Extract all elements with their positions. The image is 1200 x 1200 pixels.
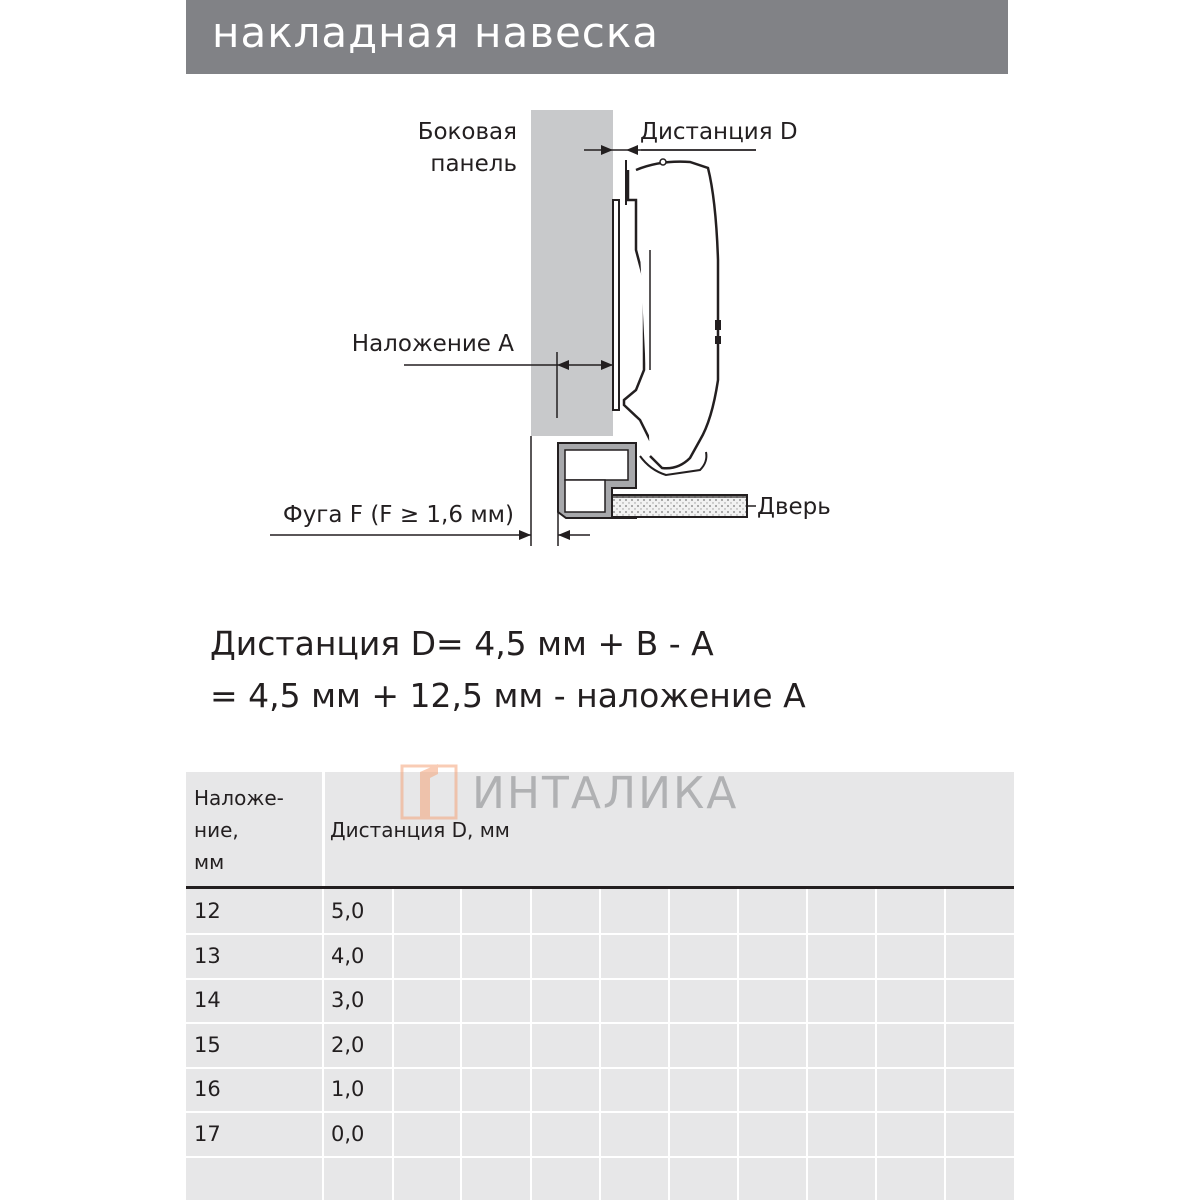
- table-row: [186, 978, 1014, 1023]
- table-row: [186, 934, 1014, 979]
- table-row: [186, 889, 1014, 934]
- distance-cell: 5,0: [331, 899, 365, 923]
- mounting-plate: [613, 200, 619, 410]
- distance-cell: 1,0: [331, 1077, 365, 1102]
- table-header-distance-text: Дистанция D, мм: [330, 818, 510, 842]
- side-panel-shape: [531, 110, 613, 436]
- door-panel: [612, 495, 747, 517]
- side-panel-label-line2: панель: [430, 151, 517, 177]
- distance-label: Дистанция D: [640, 119, 798, 145]
- table-body: [186, 889, 1014, 1157]
- distance-cell: 0,0: [331, 1121, 365, 1146]
- overlay-cell: 15: [194, 1032, 221, 1057]
- table-header-overlay-text: Наложе- ние, мм: [194, 786, 284, 874]
- table-row: [186, 1112, 1014, 1157]
- intalika-watermark: [400, 762, 810, 822]
- distance-cell: 4,0: [331, 943, 365, 968]
- overlay-cell: 13: [194, 943, 221, 968]
- overlay-cell: 12: [194, 899, 221, 923]
- overlay-cell: 14: [194, 988, 221, 1013]
- table-header-overlay: [186, 772, 322, 886]
- page-title: накладная навеска: [212, 8, 659, 57]
- door-label: Дверь: [757, 494, 831, 520]
- overlay-cell: 16: [194, 1077, 221, 1102]
- watermark-text: ИНТАЛИКА: [472, 768, 739, 819]
- table-row: [186, 1023, 1014, 1068]
- distance-cell: 3,0: [331, 988, 365, 1013]
- formula-line-2: = 4,5 мм + 12,5 мм - наложение A: [210, 676, 806, 715]
- intalika-logo-icon: [402, 764, 456, 818]
- table-row: [186, 1067, 1014, 1112]
- gap-label: Фуга F (F ≥ 1,6 мм): [282, 502, 514, 528]
- distance-table: [186, 772, 1014, 1200]
- distance-cell: 2,0: [331, 1032, 365, 1057]
- side-panel-label-line1: Боковая: [417, 119, 517, 145]
- formula-line-1: Дистанция D= 4,5 мм + B - A: [210, 624, 714, 663]
- overlay-cell: 17: [194, 1121, 221, 1146]
- overlay-label: Наложение A: [351, 331, 514, 357]
